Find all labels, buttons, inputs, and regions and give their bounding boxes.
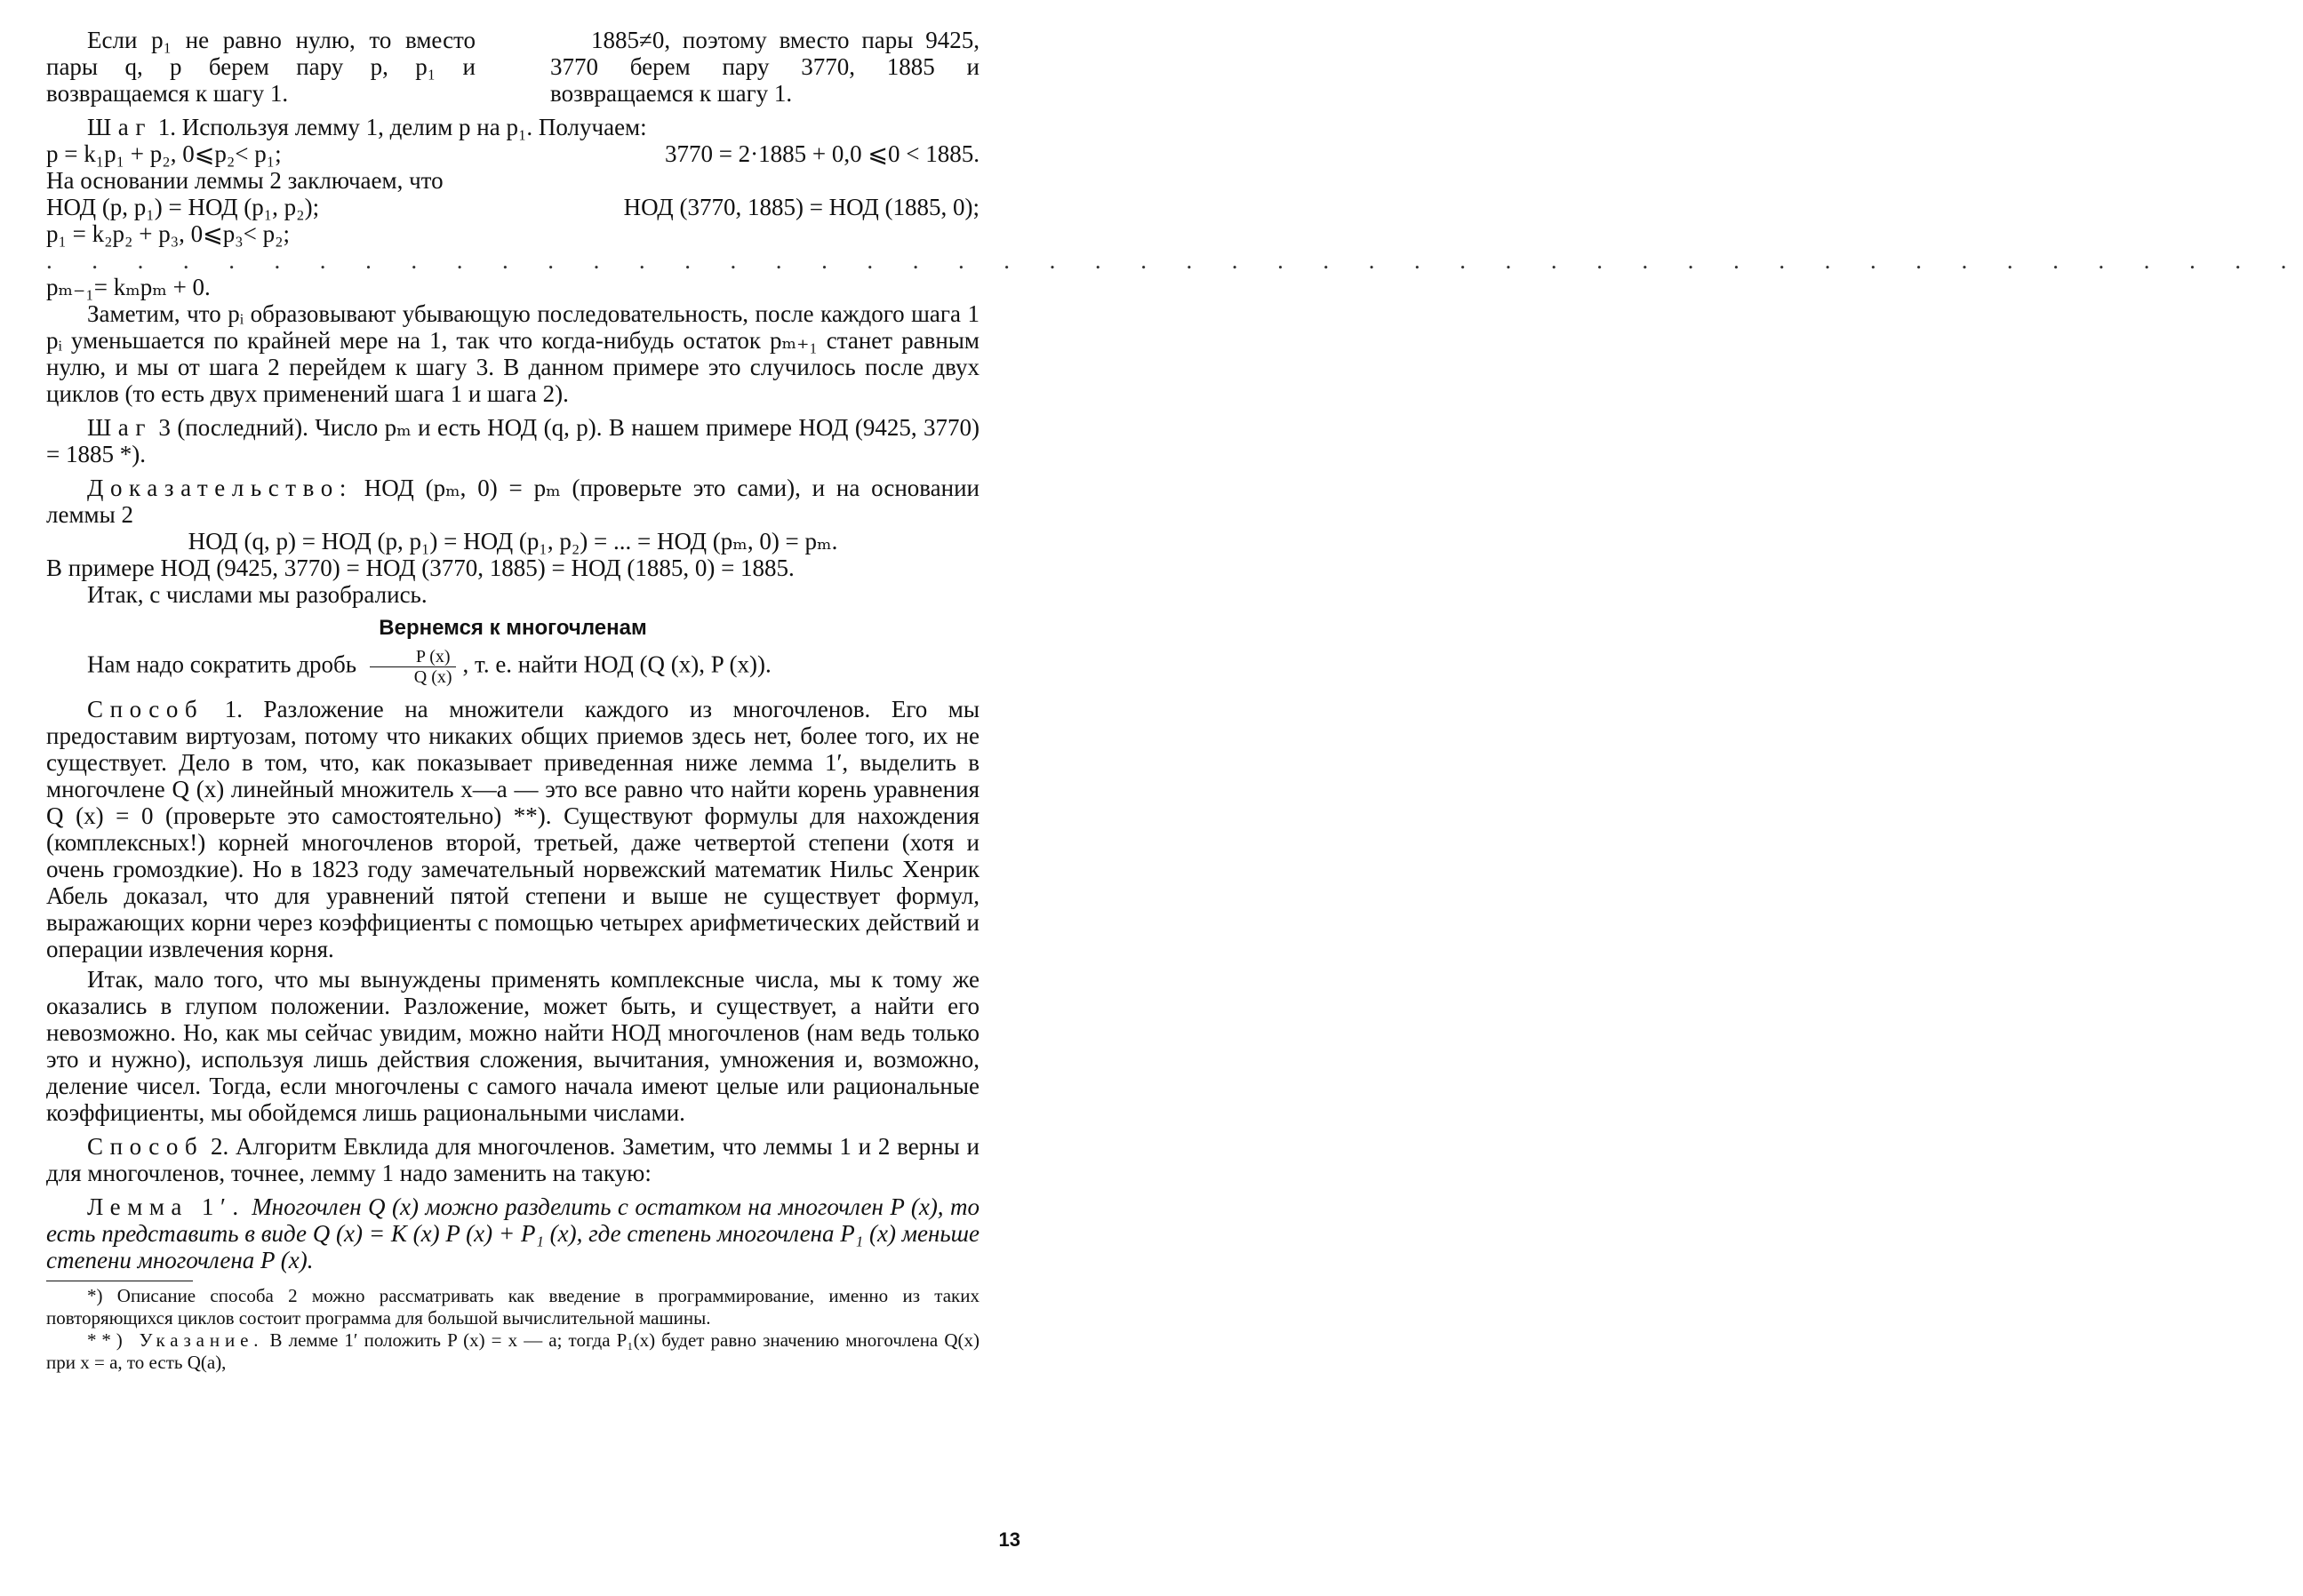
step1-eq4: pₘ₋₁= kₘpₘ + 0. [46, 274, 211, 300]
intro-left: Если p₁ не равно нулю, то вместо пары q, p берем пару p, p₁ и возвращаемся к шагу 1. [46, 27, 476, 107]
proof-equation: НОД (q, p) = НОД (p, p₁) = НОД (p₁, p₂) = ... = НОД (pₘ, 0) = pₘ. [188, 528, 838, 555]
proof-end: Итак, с числами мы разобрались. [87, 581, 428, 608]
footnote-2 [46, 1329, 980, 1374]
eq2-right: НОД (3770, 1885) = НОД (1885, 0); [623, 194, 980, 220]
step1-text: 1. Используя лемму 1, делим p на p₁. Получаем: [157, 114, 647, 140]
footnote-2-text: В лемме 1′ положить P (x) = x — a; тогда P₁(x) будет равно значению многочлена Q(x) при x = a, то есть Q(a), [46, 1329, 980, 1373]
note-paragraph: Заметим, что pᵢ образовывают убывающую последовательность, после каждого шага 1 pᵢ уменьшается по крайней мере на 1, так что когда-нибудь остаток pₘ₊₁ станет равным нулю, и мы от шага 2 перейдем к шагу 3. В данном примере это случилось после двух циклов (то есть двух применений шага 1 и шага 2). [46, 300, 980, 407]
proof-example: В примере НОД (9425, 3770) = НОД (3770, 1885) = НОД (1885, 0) = 1885. [46, 555, 795, 581]
proof-paragraph [46, 475, 980, 528]
step1-conclude: На основании леммы 2 заключаем, что [46, 167, 444, 194]
so-paragraph: Итак, мало того, что мы вынуждены применять комплексные числа, мы к тому же оказались в глупом положении. Разложение, может быть, и существует, а найти его невозможно. Но, как мы сейчас увидим, можно найти НОД многочленов (нам ведь только это и нужно), используя лишь действия сложения, вычитания, умножения и, возможно, деление чисел. Тогда, если многочлены с самого начала имеют целые или рациональные коэффициенты, мы обойдемся лишь рациональными числами. [46, 966, 980, 1126]
method1-text: 1. Разложение на множители каждого из многочленов. Его мы предоставим виртуозам, потому что никаких общих приемов здесь нет, более того, их не существует. Дело в том, что, как показывает приведенная ниже лемма 1′, выделить в многочлене Q (x) линейный множитель x—a — это все равно что найти корень уравнения Q (x) = 0 (проверьте это самостоятельно) **). Существуют формулы для нахождения (комплексных!) корней многочленов второй, третьей, даже четвертой степени (хотя и очень громоздкие). Но в 1823 году замечательный норвежский математик Нильс Хенрик Абель доказал, что для уравнений пятой степени и выше не существует формул, выражающих корни через коэффициенты с помощью четырех арифметических действий и операции извлечения корня. [46, 696, 980, 962]
reduce-line [46, 647, 980, 687]
eq1-right: 3770 = 2·1885 + 0,0 ⩽0 < 1885. [664, 140, 980, 167]
section-heading: Вернемся к многочленам [379, 616, 647, 640]
step1-heading [46, 114, 980, 140]
step3-text: 3 (последний). Число pₘ и есть НОД (q, p). В нашем примере НОД (9425, 3770) = 1885 *). [46, 414, 980, 467]
page-body [46, 27, 2303, 1374]
step1-eq3: p₁ = k₂p₂ + p₃, 0⩽p₃< p₂; [46, 220, 291, 247]
eq2-left: НОД (p, p₁) = НОД (p₁, p₂); [46, 194, 320, 220]
method2-label: Способ [87, 1133, 204, 1160]
step1-eq1 [46, 140, 980, 167]
dotted-divider: . . . . . . . . . . . . . . . . . . . . . . . . . . . . . . . . . . . . . . . . . . . . . . . . . . [46, 247, 2303, 274]
page-number: 13 [998, 1528, 1020, 1551]
reduce-after: , т. е. найти НОД (Q (x), P (x)). [462, 650, 772, 678]
method2-paragraph [46, 1133, 980, 1186]
reduce-before: Нам надо сократить дробь [87, 650, 357, 678]
intro-columns [46, 27, 980, 107]
footnote-1: *) Описание способа 2 можно рассматривать как введение в программирование, именно из таких повторяющихся циклов состоит программа для большой вычислительной машины. [46, 1285, 980, 1329]
method1-label: Способ [87, 696, 204, 722]
proof-text: НОД (pₘ, 0) = pₘ (проверьте это сами), и на основании леммы 2 [46, 475, 980, 528]
method1-paragraph [46, 696, 980, 962]
fraction-numerator: P (x) [370, 647, 456, 667]
fraction [370, 647, 456, 687]
eq1-left: p = k₁p₁ + p₂, 0⩽p₂< p₁; [46, 140, 282, 167]
method2-text: 2. Алгоритм Евклида для многочленов. Заметим, что леммы 1 и 2 верны и для многочленов, точнее, лемму 1 надо заменить на такую: [46, 1133, 980, 1186]
intro-right: 1885≠0, поэтому вместо пары 9425, 3770 берем пару 3770, 1885 и возвращаемся к шагу 1. [550, 27, 980, 107]
step1-eq2 [46, 194, 980, 220]
lemma-label: Лемма 1′. [87, 1193, 245, 1220]
footnote-2-label: **) Указание. [87, 1329, 264, 1351]
step3-label: Шаг [87, 414, 152, 441]
proof-label: Доказательство: [87, 475, 353, 501]
fraction-denominator: Q (x) [413, 667, 452, 687]
lemma-paragraph [46, 1193, 980, 1273]
step1-label: Шаг [87, 114, 152, 140]
lemma-text: Многочлен Q (x) можно разделить с остатком на многочлен P (x), то есть представить в виде Q (x) = K (x) P (x) + P₁ (x), где степень многочлена P₁ (x) меньше степени многочлена P (x). [46, 1193, 980, 1273]
step3-paragraph [46, 414, 980, 467]
